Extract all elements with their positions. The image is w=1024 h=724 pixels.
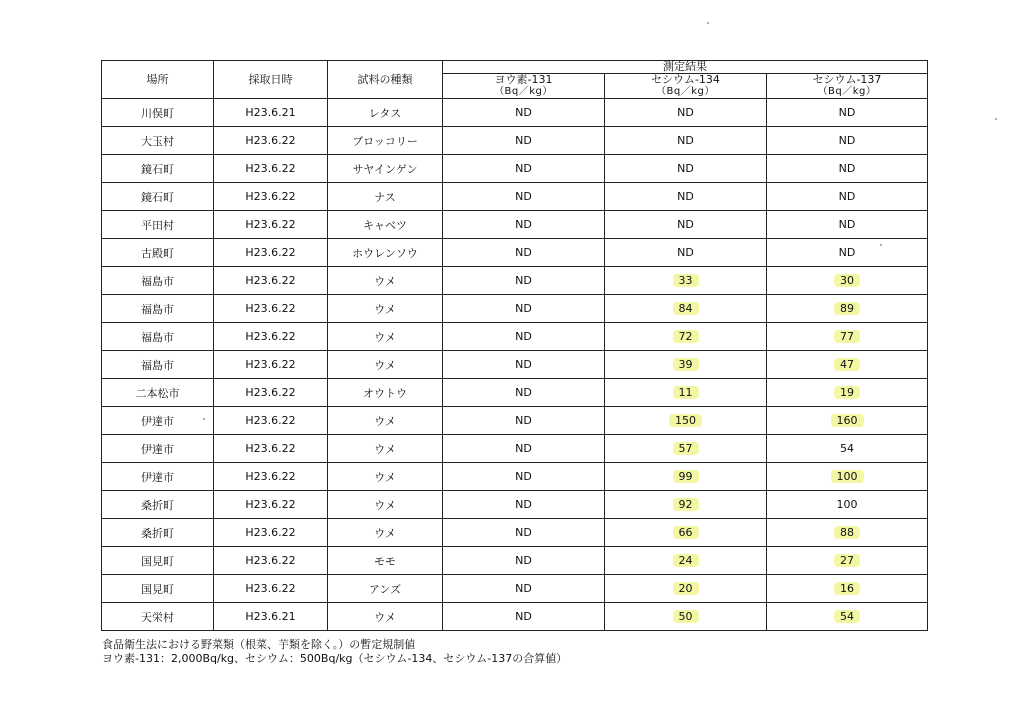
cell-date-value: H23.6.22 xyxy=(245,470,296,483)
cell-date xyxy=(214,407,328,435)
cell-cesium-134 xyxy=(605,547,767,575)
cell-place xyxy=(102,239,214,267)
header-iodine-131 xyxy=(443,74,605,99)
cell-cesium-134 xyxy=(605,183,767,211)
cell-iodine-131-value: ND xyxy=(515,246,532,259)
cell-iodine-131-value: ND xyxy=(515,414,532,427)
cell-cesium-134-value: 66 xyxy=(673,526,699,539)
header-cesium-134 xyxy=(605,74,767,99)
scan-speck xyxy=(995,118,997,120)
cell-sample-value: ウメ xyxy=(374,442,396,456)
cell-date xyxy=(214,435,328,463)
cell-date-value: H23.6.22 xyxy=(245,190,296,203)
cell-date-value: H23.6.22 xyxy=(245,442,296,455)
scan-speck xyxy=(203,418,205,420)
cell-iodine-131-value: ND xyxy=(515,302,532,315)
cell-cesium-137-value: 19 xyxy=(834,386,860,399)
cell-cesium-137-value: 16 xyxy=(834,582,860,595)
cell-sample-value: ブロッコリー xyxy=(352,134,418,148)
cell-cesium-137-value: ND xyxy=(838,246,856,259)
table-row xyxy=(102,547,928,575)
cell-cesium-137 xyxy=(767,519,928,547)
cell-sample xyxy=(328,575,443,603)
cell-date xyxy=(214,267,328,295)
cell-cesium-137 xyxy=(767,183,928,211)
cell-cesium-137 xyxy=(767,463,928,491)
cell-iodine-131-value: ND xyxy=(515,358,532,371)
cell-cesium-134 xyxy=(605,239,767,267)
cell-cesium-137-value: ND xyxy=(838,218,856,231)
cell-cesium-134 xyxy=(605,575,767,603)
cell-sample-value: ウメ xyxy=(374,414,396,428)
cell-place xyxy=(102,435,214,463)
cell-iodine-131 xyxy=(443,323,605,351)
table-row xyxy=(102,239,928,267)
cell-date xyxy=(214,323,328,351)
cell-cesium-134-value: 33 xyxy=(673,274,699,287)
header-cesium-134-unit: （Bq／kg） xyxy=(656,86,715,97)
cell-cesium-137 xyxy=(767,547,928,575)
header-place: 場所 xyxy=(102,61,214,99)
cell-cesium-137-value: ND xyxy=(838,162,856,175)
cell-cesium-137-value: 54 xyxy=(834,610,860,623)
cell-place-value: 川俣町 xyxy=(141,106,174,120)
table-row xyxy=(102,379,928,407)
cell-sample xyxy=(328,379,443,407)
cell-cesium-134-value: ND xyxy=(677,246,694,259)
cell-cesium-137 xyxy=(767,323,928,351)
measurement-table xyxy=(101,60,928,631)
header-iodine-131-unit: （Bq／kg） xyxy=(494,86,553,97)
header-iodine-131-label: ヨウ素-131 xyxy=(494,73,553,86)
cell-place xyxy=(102,491,214,519)
cell-cesium-137-value: ND xyxy=(838,106,856,119)
cell-iodine-131-value: ND xyxy=(515,190,532,203)
cell-cesium-134 xyxy=(605,435,767,463)
cell-iodine-131 xyxy=(443,463,605,491)
cell-cesium-137 xyxy=(767,351,928,379)
table-row xyxy=(102,463,928,491)
cell-place xyxy=(102,211,214,239)
regulation-notes xyxy=(102,638,567,666)
cell-iodine-131-value: ND xyxy=(515,274,532,287)
cell-cesium-134-value: 150 xyxy=(669,414,702,427)
cell-date xyxy=(214,603,328,631)
cell-date xyxy=(214,183,328,211)
cell-sample xyxy=(328,127,443,155)
cell-place xyxy=(102,127,214,155)
cell-place xyxy=(102,295,214,323)
cell-iodine-131-value: ND xyxy=(515,386,532,399)
cell-date-value: H23.6.21 xyxy=(245,610,296,623)
cell-iodine-131 xyxy=(443,519,605,547)
cell-sample-value: キャベツ xyxy=(363,218,407,232)
cell-place xyxy=(102,603,214,631)
cell-sample-value: レタス xyxy=(368,106,402,120)
header-sample: 試料の種類 xyxy=(328,61,443,99)
cell-place-value: 伊達市 xyxy=(141,470,174,484)
cell-place xyxy=(102,519,214,547)
scan-speck xyxy=(707,22,709,24)
cell-place xyxy=(102,379,214,407)
cell-cesium-134-value: ND xyxy=(677,106,694,119)
cell-iodine-131 xyxy=(443,267,605,295)
cell-iodine-131 xyxy=(443,603,605,631)
cell-place xyxy=(102,323,214,351)
cell-cesium-137-value: 88 xyxy=(834,526,860,539)
cell-place-value: 福島市 xyxy=(141,330,174,344)
cell-iodine-131 xyxy=(443,351,605,379)
cell-cesium-134 xyxy=(605,155,767,183)
cell-cesium-134 xyxy=(605,519,767,547)
cell-place xyxy=(102,155,214,183)
cell-iodine-131 xyxy=(443,491,605,519)
cell-cesium-134 xyxy=(605,99,767,127)
cell-cesium-137-value: 47 xyxy=(834,358,860,371)
cell-cesium-137 xyxy=(767,295,928,323)
cell-place-value: 二本松市 xyxy=(135,386,180,400)
table-row xyxy=(102,99,928,127)
cell-iodine-131-value: ND xyxy=(515,554,532,567)
cell-place-value: 桑折町 xyxy=(141,526,174,540)
cell-cesium-134 xyxy=(605,603,767,631)
cell-date-value: H23.6.22 xyxy=(245,162,296,175)
cell-cesium-134-value: 72 xyxy=(673,330,699,343)
cell-cesium-137 xyxy=(767,603,928,631)
cell-cesium-134 xyxy=(605,127,767,155)
cell-place-value: 大玉村 xyxy=(141,134,174,148)
cell-cesium-137-value: 160 xyxy=(831,414,864,427)
cell-sample-value: ウメ xyxy=(374,302,396,316)
cell-sample xyxy=(328,211,443,239)
cell-iodine-131 xyxy=(443,99,605,127)
cell-cesium-134 xyxy=(605,323,767,351)
table-row xyxy=(102,351,928,379)
cell-cesium-134-value: ND xyxy=(677,134,694,147)
cell-place-value: 福島市 xyxy=(141,274,174,288)
cell-date-value: H23.6.22 xyxy=(245,386,296,399)
cell-cesium-137 xyxy=(767,575,928,603)
cell-date xyxy=(214,155,328,183)
cell-date xyxy=(214,575,328,603)
cell-cesium-134 xyxy=(605,295,767,323)
cell-date xyxy=(214,379,328,407)
cell-iodine-131-value: ND xyxy=(515,330,532,343)
cell-cesium-137 xyxy=(767,99,928,127)
cell-sample xyxy=(328,463,443,491)
cell-date-value: H23.6.22 xyxy=(245,498,296,511)
cell-cesium-134-value: 84 xyxy=(673,302,699,315)
table-row xyxy=(102,519,928,547)
cell-place-value: 伊達市 xyxy=(141,442,174,456)
cell-date-value: H23.6.22 xyxy=(245,554,296,567)
header-cesium-134-label: セシウム-134 xyxy=(651,73,720,86)
table-row xyxy=(102,575,928,603)
cell-cesium-137 xyxy=(767,239,928,267)
cell-place-value: 福島市 xyxy=(141,302,174,316)
note-line-1: 食品衛生法における野菜類（根菜、芋類を除く。）の暫定規制値 xyxy=(102,638,416,651)
cell-cesium-137-value: 27 xyxy=(834,554,860,567)
cell-place-value: 鏡石町 xyxy=(141,162,174,176)
cell-date xyxy=(214,491,328,519)
table-row xyxy=(102,211,928,239)
cell-cesium-134 xyxy=(605,407,767,435)
cell-cesium-134 xyxy=(605,463,767,491)
cell-cesium-137 xyxy=(767,211,928,239)
table-row xyxy=(102,155,928,183)
cell-cesium-137-value: ND xyxy=(838,190,856,203)
table-row xyxy=(102,435,928,463)
cell-iodine-131-value: ND xyxy=(515,610,532,623)
cell-date xyxy=(214,99,328,127)
cell-sample-value: アンズ xyxy=(368,582,402,596)
cell-date-value: H23.6.22 xyxy=(245,358,296,371)
cell-date-value: H23.6.22 xyxy=(245,246,296,259)
cell-sample-value: ホウレンソウ xyxy=(352,246,418,260)
cell-cesium-137 xyxy=(767,491,928,519)
cell-cesium-137 xyxy=(767,155,928,183)
cell-date-value: H23.6.22 xyxy=(245,582,296,595)
table-row xyxy=(102,267,928,295)
cell-date-value: H23.6.22 xyxy=(245,302,296,315)
header-cesium-137-label: セシウム-137 xyxy=(812,73,882,86)
cell-sample-value: モモ xyxy=(374,554,396,568)
cell-place-value: 福島市 xyxy=(141,358,174,372)
cell-cesium-137 xyxy=(767,379,928,407)
cell-sample-value: ウメ xyxy=(374,610,396,624)
cell-date-value: H23.6.22 xyxy=(245,218,296,231)
cell-cesium-134-value: 20 xyxy=(673,582,699,595)
cell-place xyxy=(102,407,214,435)
cell-iodine-131 xyxy=(443,547,605,575)
cell-iodine-131 xyxy=(443,127,605,155)
cell-date-value: H23.6.22 xyxy=(245,134,296,147)
header-results-group: 測定結果 xyxy=(443,61,928,74)
cell-iodine-131 xyxy=(443,379,605,407)
header-date: 採取日時 xyxy=(214,61,328,99)
cell-sample xyxy=(328,155,443,183)
cell-sample-value: ウメ xyxy=(374,274,396,288)
cell-place-value: 国見町 xyxy=(141,554,174,568)
cell-cesium-134-value: ND xyxy=(677,218,694,231)
note-line-2: ヨウ素-131：2,000Bq/kg、セシウム：500Bq/kg（セシウム-134、セシウム-137の合算値） xyxy=(102,652,568,665)
cell-place-value: 古殿町 xyxy=(141,246,174,260)
cell-cesium-134 xyxy=(605,267,767,295)
cell-cesium-134-value: ND xyxy=(677,162,694,175)
cell-sample-value: ウメ xyxy=(374,526,396,540)
cell-place xyxy=(102,99,214,127)
cell-sample-value: ウメ xyxy=(374,470,396,484)
cell-cesium-134-value: 57 xyxy=(673,442,699,455)
cell-sample-value: ウメ xyxy=(374,330,396,344)
cell-cesium-137-value: 77 xyxy=(834,330,860,343)
cell-sample xyxy=(328,547,443,575)
cell-iodine-131 xyxy=(443,183,605,211)
cell-cesium-137 xyxy=(767,267,928,295)
cell-sample xyxy=(328,491,443,519)
cell-cesium-137-value: 54 xyxy=(840,442,854,455)
scan-speck xyxy=(880,244,882,246)
table-row xyxy=(102,323,928,351)
cell-date-value: H23.6.22 xyxy=(245,414,296,427)
cell-sample xyxy=(328,351,443,379)
cell-cesium-134-value: 50 xyxy=(673,610,699,623)
cell-cesium-134 xyxy=(605,211,767,239)
cell-place xyxy=(102,463,214,491)
cell-iodine-131-value: ND xyxy=(515,134,532,147)
cell-sample xyxy=(328,267,443,295)
cell-sample xyxy=(328,519,443,547)
cell-sample xyxy=(328,603,443,631)
cell-cesium-137 xyxy=(767,127,928,155)
cell-cesium-134-value: 39 xyxy=(673,358,699,371)
cell-sample xyxy=(328,239,443,267)
cell-iodine-131-value: ND xyxy=(515,442,532,455)
cell-cesium-137 xyxy=(767,435,928,463)
cell-place-value: 天栄村 xyxy=(141,610,174,624)
header-cesium-137 xyxy=(767,74,928,99)
cell-date xyxy=(214,547,328,575)
cell-cesium-134-value: ND xyxy=(677,190,694,203)
cell-place-value: 国見町 xyxy=(141,582,174,596)
header-cesium-137-unit: （Bq／kg） xyxy=(817,86,877,97)
cell-place-value: 伊達市 xyxy=(141,414,174,428)
cell-date xyxy=(214,211,328,239)
cell-place xyxy=(102,267,214,295)
cell-iodine-131 xyxy=(443,211,605,239)
cell-date xyxy=(214,351,328,379)
cell-cesium-134-value: 99 xyxy=(673,470,699,483)
cell-iodine-131 xyxy=(443,155,605,183)
cell-place xyxy=(102,575,214,603)
cell-sample xyxy=(328,407,443,435)
cell-date xyxy=(214,239,328,267)
cell-sample-value: ウメ xyxy=(374,358,396,372)
cell-cesium-134 xyxy=(605,379,767,407)
cell-sample-value: ナス xyxy=(374,190,396,204)
cell-date xyxy=(214,519,328,547)
cell-iodine-131-value: ND xyxy=(515,218,532,231)
cell-cesium-134-value: 11 xyxy=(673,386,699,399)
cell-sample-value: ウメ xyxy=(374,498,396,512)
cell-cesium-137-value: ND xyxy=(838,134,856,147)
table-body xyxy=(102,99,928,631)
cell-place-value: 鏡石町 xyxy=(141,190,174,204)
cell-sample xyxy=(328,435,443,463)
cell-iodine-131 xyxy=(443,295,605,323)
cell-sample-value: オウトウ xyxy=(363,386,407,400)
cell-cesium-137-value: 100 xyxy=(836,498,858,511)
table-row xyxy=(102,295,928,323)
cell-cesium-137-value: 89 xyxy=(834,302,860,315)
cell-cesium-137 xyxy=(767,407,928,435)
cell-iodine-131 xyxy=(443,435,605,463)
table-row xyxy=(102,491,928,519)
cell-iodine-131 xyxy=(443,407,605,435)
cell-iodine-131-value: ND xyxy=(515,162,532,175)
cell-sample-value: サヤインゲン xyxy=(352,162,418,176)
table-row xyxy=(102,407,928,435)
cell-iodine-131 xyxy=(443,239,605,267)
cell-place-value: 桑折町 xyxy=(141,498,174,512)
cell-place xyxy=(102,547,214,575)
cell-cesium-134 xyxy=(605,491,767,519)
cell-date xyxy=(214,295,328,323)
table-row xyxy=(102,127,928,155)
cell-cesium-137-value: 100 xyxy=(831,470,864,483)
cell-date xyxy=(214,127,328,155)
cell-date-value: H23.6.22 xyxy=(245,526,296,539)
cell-sample xyxy=(328,99,443,127)
cell-iodine-131-value: ND xyxy=(515,470,532,483)
cell-cesium-134-value: 24 xyxy=(673,554,699,567)
cell-place-value: 平田村 xyxy=(141,218,174,232)
cell-date-value: H23.6.22 xyxy=(245,330,296,343)
cell-date-value: H23.6.21 xyxy=(245,106,296,119)
cell-date xyxy=(214,463,328,491)
cell-place xyxy=(102,183,214,211)
cell-iodine-131-value: ND xyxy=(515,498,532,511)
cell-iodine-131-value: ND xyxy=(515,106,532,119)
cell-cesium-137-value: 30 xyxy=(834,274,860,287)
table-row xyxy=(102,183,928,211)
cell-sample xyxy=(328,183,443,211)
cell-iodine-131-value: ND xyxy=(515,526,532,539)
cell-sample xyxy=(328,295,443,323)
cell-cesium-134 xyxy=(605,351,767,379)
cell-sample xyxy=(328,323,443,351)
cell-iodine-131-value: ND xyxy=(515,582,532,595)
table-row xyxy=(102,603,928,631)
cell-cesium-134-value: 92 xyxy=(673,498,699,511)
cell-date-value: H23.6.22 xyxy=(245,274,296,287)
cell-place xyxy=(102,351,214,379)
cell-iodine-131 xyxy=(443,575,605,603)
table-header xyxy=(102,61,928,99)
